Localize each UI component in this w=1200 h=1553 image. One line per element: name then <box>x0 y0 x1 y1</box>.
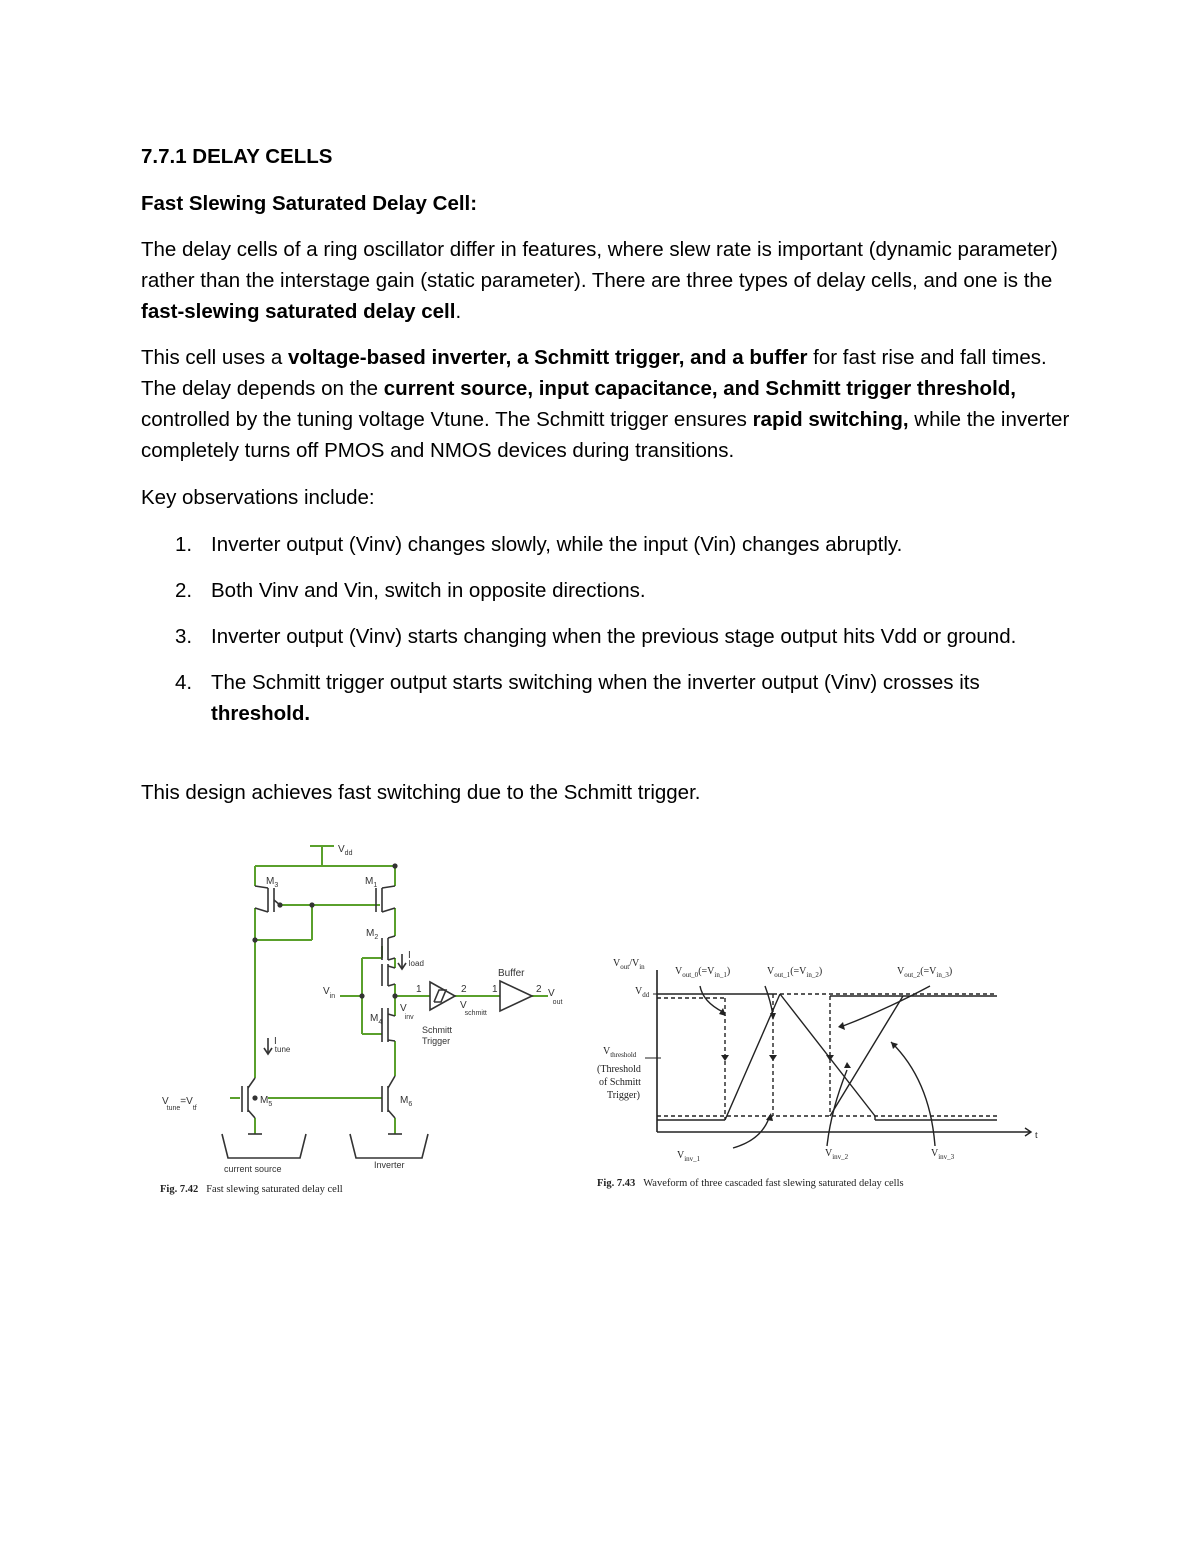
label-y-axis-b-sub: in <box>639 963 645 971</box>
svg-text:Vout_0(=Vin_1) <box>675 966 730 979</box>
label-itune: I <box>274 1036 277 1047</box>
waveform-traces <box>645 986 997 1148</box>
label-y-axis: V <box>613 958 621 969</box>
label-vout2-close: ) <box>948 966 953 977</box>
svg-text:Vout/Vin <box>613 958 645 971</box>
label-vout2: V <box>897 966 905 977</box>
list-number: 1. <box>175 533 193 556</box>
label-vdd: V <box>635 986 643 997</box>
waveform-diagram <box>585 950 1055 1180</box>
label-vout1-sub: out_1 <box>774 971 791 979</box>
label-buffer: Buffer <box>498 968 525 979</box>
label-vinv1-sub: inv_1 <box>684 1155 701 1163</box>
paragraph-text: . <box>455 300 462 323</box>
observations-list <box>141 529 1071 744</box>
label-vout1-close: ) <box>818 966 823 977</box>
svg-text:M2 <box>366 928 378 941</box>
label-m5: M <box>260 1095 269 1106</box>
label-m3-sub: 3 <box>274 882 279 889</box>
svg-text:Vthreshold <box>603 1046 637 1059</box>
list-number: 3. <box>175 625 193 648</box>
label-vinv1: V <box>677 1150 685 1161</box>
label-m2: M <box>366 928 375 939</box>
section-subheading: Fast Slewing Saturated Delay Cell: <box>141 192 478 215</box>
paragraph-description <box>141 342 1071 466</box>
label-m2-sub: 2 <box>374 934 379 941</box>
svg-text:Itune <box>274 1036 291 1054</box>
paragraph-text: while the inverter completely turns off PMOS and NMOS devices during transitions. <box>141 408 1070 462</box>
label-vout2-eq: (=V <box>920 966 937 977</box>
label-vinv3: V <box>931 1148 939 1159</box>
label-vdd-sub: dd <box>344 850 353 857</box>
label-pin-1b: 1 <box>492 984 498 995</box>
label-m3: M <box>266 876 275 887</box>
label-y-axis-b: /V <box>629 958 640 969</box>
label-vschmitt: V <box>460 1000 467 1011</box>
list-item <box>141 667 1071 729</box>
svg-text:M6 <box>400 1095 412 1108</box>
label-pin-2b: 2 <box>536 984 542 995</box>
label-y-axis-sub: out <box>620 963 630 971</box>
label-m4: M <box>370 1013 379 1024</box>
svg-text:M4 <box>370 1013 382 1026</box>
label-trigger: Trigger <box>422 1036 451 1046</box>
label-vinv2-sub: inv_2 <box>832 1153 849 1161</box>
label-vinv: V <box>400 1003 407 1014</box>
label-itune-sub: tune <box>274 1045 291 1054</box>
label-threshold-2: of Schmitt <box>599 1077 641 1088</box>
label-schmitt: Schmitt <box>422 1025 453 1035</box>
bold-term: rapid switching, <box>752 408 909 431</box>
label-vout1-eq-sub: in_2 <box>806 971 819 979</box>
caption-text: Fast slewing saturated delay cell <box>206 1184 343 1195</box>
caption-text: Waveform of three cascaded fast slewing saturated delay cells <box>643 1178 904 1189</box>
paragraph-intro <box>141 234 1071 327</box>
svg-text:Vdd <box>338 844 353 857</box>
label-vout0-close: ) <box>726 966 731 977</box>
svg-text:Vout_2(=Vin_3) <box>897 966 952 979</box>
label-vin: V <box>323 986 330 997</box>
label-vout1: V <box>767 966 775 977</box>
label-threshold-3: Trigger) <box>607 1090 640 1101</box>
label-vinv-sub: inv <box>404 1014 414 1021</box>
label-current-source: current source <box>224 1164 282 1174</box>
waveform-axes <box>653 970 1031 1136</box>
label-vin-sub: in <box>329 993 336 1000</box>
bold-term: threshold. <box>211 702 311 725</box>
label-vtune: V <box>162 1096 169 1107</box>
label-vout-sub: out <box>552 999 563 1006</box>
label-t-axis: t <box>1035 1130 1038 1141</box>
label-pin-2a: 2 <box>461 984 467 995</box>
label-vout0-eq: (=V <box>698 966 715 977</box>
label-vtune-eq-sub: tf <box>192 1105 197 1112</box>
label-vthreshold: V <box>603 1046 611 1057</box>
list-number: 4. <box>175 671 193 694</box>
label-vout1-eq: (=V <box>790 966 807 977</box>
label-vout0: V <box>675 966 683 977</box>
label-m6-sub: 6 <box>408 1101 413 1108</box>
circuit-diagram <box>150 836 580 1186</box>
paragraph-text: The delay cells of a ring oscillator differ in features, where slew rate is important (dynamic parameter) rather than the interstage gain (static parameter). There are three types of delay cells, and one is the <box>141 238 1058 292</box>
figure-caption <box>160 1184 343 1195</box>
paragraph-key-observations: Key observations include: <box>141 486 375 509</box>
label-iload: I <box>408 950 411 961</box>
label-vtune-eq: =V <box>180 1096 193 1107</box>
section-heading: 7.7.1 DELAY CELLS <box>141 145 333 168</box>
svg-text:Vdd <box>635 986 650 999</box>
figure-circuit-schematic <box>150 836 580 1195</box>
svg-text:Vout <box>548 988 562 1006</box>
label-pin-1a: 1 <box>416 984 422 995</box>
label-vout0-eq-sub: in_1 <box>714 971 727 979</box>
svg-text:M1 <box>365 876 377 889</box>
list-text: Inverter output (Vinv) changes slowly, while the input (Vin) changes abruptly. <box>211 533 903 556</box>
label-m6: M <box>400 1095 409 1106</box>
label-vout0-sub: out_0 <box>682 971 699 979</box>
bold-term: voltage-based inverter, a Schmitt trigger, and a buffer <box>287 346 808 369</box>
bold-term: fast-slewing saturated delay cell <box>141 300 456 323</box>
label-m5-sub: 5 <box>268 1101 273 1108</box>
label-m1: M <box>365 876 374 887</box>
svg-text:Iload <box>408 950 424 968</box>
label-vschmitt-sub: schmitt <box>464 1010 487 1017</box>
label-vout2-eq-sub: in_3 <box>936 971 949 979</box>
list-item <box>141 575 1071 606</box>
list-item <box>141 621 1071 652</box>
label-vdd: V <box>338 844 345 855</box>
list-item <box>141 529 1071 560</box>
paragraph-text: for fast rise and fall times. The delay depends on the <box>141 346 1047 400</box>
waveform-arrowheads <box>719 1008 898 1121</box>
svg-text:Vinv_2 <box>825 1148 849 1161</box>
svg-text:Vtune=Vtf <box>162 1096 197 1112</box>
list-text: Inverter output (Vinv) starts changing when the previous stage output hits Vdd or ground. <box>211 625 1017 648</box>
svg-text:Vinv_3 <box>931 1148 955 1161</box>
list-text: The Schmitt trigger output starts switching when the inverter output (Vinv) crosses its <box>211 671 980 694</box>
paragraph-text: controlled by the tuning voltage Vtune. The Schmitt trigger ensures <box>141 408 753 431</box>
svg-text:Vout_1(=Vin_2) <box>767 966 822 979</box>
caption-number: Fig. 7.43 <box>597 1178 636 1189</box>
svg-text:M3 <box>266 876 278 889</box>
label-m1-sub: 1 <box>373 882 378 889</box>
paragraph-text: This cell uses a <box>141 346 288 369</box>
caption-number: Fig. 7.42 <box>160 1184 199 1195</box>
bold-term: current source, input capacitance, and Schmitt trigger threshold, <box>383 377 1016 400</box>
label-vinv3-sub: inv_3 <box>938 1153 955 1161</box>
label-vthreshold-sub: threshold <box>610 1051 637 1059</box>
svg-text:Vinv <box>400 1003 414 1021</box>
label-iload-sub: load <box>408 959 424 968</box>
label-vdd-sub: dd <box>642 991 650 999</box>
label-threshold-1: (Threshold <box>597 1064 641 1075</box>
figure-waveform <box>585 950 1055 1189</box>
label-vout2-sub: out_2 <box>904 971 921 979</box>
label-inverter: Inverter <box>374 1160 405 1170</box>
label-vtune-sub: tune <box>166 1105 181 1112</box>
svg-text:M5 <box>260 1095 272 1108</box>
svg-text:Vschmitt <box>460 1000 487 1017</box>
label-vout: V <box>548 988 555 999</box>
label-m4-sub: 4 <box>378 1019 383 1026</box>
figure-caption <box>597 1178 904 1189</box>
svg-text:Vin <box>323 986 335 1000</box>
svg-text:Vinv_1 <box>677 1150 701 1163</box>
label-vinv2: V <box>825 1148 833 1159</box>
list-text: Both Vinv and Vin, switch in opposite directions. <box>211 579 646 602</box>
list-number: 2. <box>175 579 193 602</box>
closing-sentence: This design achieves fast switching due to the Schmitt trigger. <box>141 781 701 804</box>
